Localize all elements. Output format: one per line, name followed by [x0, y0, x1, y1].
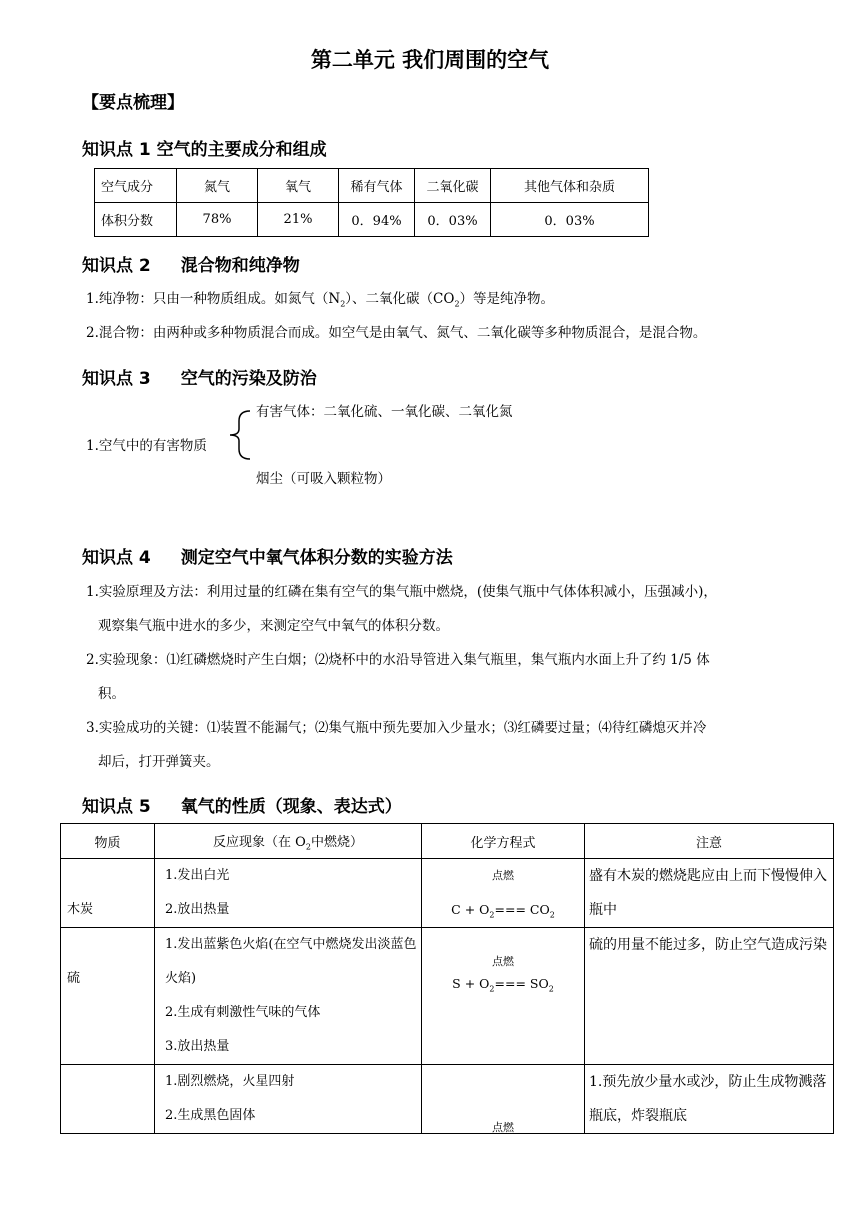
kp4-paragraph-1-cont: 观察集气瓶中进水的多少，来测定空气中氧气的体积分数。	[98, 618, 449, 634]
table-header-cell: 稀有气体	[339, 169, 415, 203]
kp4-paragraph-1: 1.实验原理及方法：利用过量的红磷在集有空气的集气瓶中燃烧，(使集气瓶中气体体积减小，压强减小)，	[86, 584, 717, 600]
kp4-paragraph-3: 3.实验成功的关键：⑴装置不能漏气；⑵集气瓶中预先要加入少量水；⑶红磷要过量；⑷待红磷熄灭并冷	[86, 720, 707, 736]
oxygen-properties-table	[60, 823, 834, 1134]
table-cell: 0．94%	[339, 203, 415, 237]
note-cell: 盛有木炭的燃烧匙应由上而下慢慢伸入瓶中	[585, 859, 834, 928]
substance-cell	[61, 1065, 155, 1134]
kp4-paragraph-2: 2.实验现象：⑴红磷燃烧时产生白烟；⑵烧杯中的水沿导管进入集气瓶里，集气瓶内水面上升了约 1/5 体	[86, 652, 710, 668]
table-header-cell: 空气成分	[95, 169, 177, 203]
kp3-left-label: 1.空气中的有害物质	[86, 438, 207, 454]
kp2-paragraph-1: 1.纯净物：只由一种物质组成。如氮气$(N_2)$、二氧化碳$(CO_2)$等是纯净物。	[86, 291, 555, 309]
table-header-cell: 注意	[585, 824, 834, 859]
kp1-title: 空气的主要成分和组成	[156, 140, 327, 160]
table-row	[95, 203, 649, 237]
table-header-cell: 物质	[61, 824, 155, 859]
kp2-heading	[82, 251, 300, 276]
kp3-title: 空气的污染及防治	[180, 369, 317, 389]
phenomenon-cell: 1.剧烈燃烧，火星四射 2.生成黑色固体	[155, 1065, 422, 1134]
kp5-heading	[82, 792, 402, 817]
table-row	[95, 169, 649, 203]
kp2-paragraph-2: 2.混合物：由两种或多种物质混合而成。如空气是由氧气、氮气、二氧化碳等多种物质混合，是混合物。	[86, 325, 707, 341]
note-cell: 1.预先放少量水或沙，防止生成物溅落瓶底，炸裂瓶底	[585, 1065, 834, 1134]
table-header-cell: 其他气体和杂质	[491, 169, 649, 203]
phenomenon-cell: 1.发出白光 2.放出热量	[155, 859, 422, 928]
table-cell: 78%	[177, 203, 258, 237]
kp4-heading	[82, 543, 453, 568]
kp3-heading	[82, 364, 317, 389]
kp4-title: 测定空气中氧气体积分数的实验方法	[180, 548, 453, 568]
table-header-cell: 氧气	[258, 169, 339, 203]
note-cell: 硫的用量不能过多，防止空气造成污染	[585, 928, 834, 1065]
kp2-title: 混合物和纯净物	[180, 256, 300, 276]
page-title: 第二单元 我们周围的空气	[310, 48, 550, 72]
curly-brace-icon	[226, 410, 254, 460]
kp3-branch-harmful-gases: 有害气体：二氧化硫、一氧化碳、二氧化氮	[256, 404, 513, 420]
substance-cell: 木炭	[61, 859, 155, 928]
substance-cell: 硫	[61, 928, 155, 1065]
table-header-cell: 反应现象（在 $O_2$中燃烧）	[155, 824, 422, 859]
equation-cell: 点燃	[422, 1065, 585, 1134]
kp1-number: 知识点 1	[82, 140, 151, 160]
equation-cell: 点燃 $S + O_2=== SO_2$	[422, 928, 585, 1065]
table-row	[61, 928, 834, 1065]
phenomenon-cell: 1.发出蓝紫色火焰(在空气中燃烧发出淡蓝色火焰) 2.生成有刺激性气味的气体 3.放出热量	[155, 928, 422, 1065]
kp4-paragraph-2-cont: 积。	[98, 686, 125, 702]
table-row	[61, 859, 834, 928]
equation-cell: 点燃 $C + O_2=== CO_2$	[422, 859, 585, 928]
table-header-cell: 氮气	[177, 169, 258, 203]
table-row	[61, 824, 834, 859]
table-cell: 0．03%	[415, 203, 491, 237]
table-row	[61, 1065, 834, 1134]
table-cell: 21%	[258, 203, 339, 237]
table-header-cell: 化学方程式	[422, 824, 585, 859]
kp2-number: 知识点 2	[82, 256, 151, 276]
air-composition-table	[94, 168, 649, 237]
kp5-number: 知识点 5	[82, 797, 151, 817]
kp5-title: 氧气的性质（现象、表达式）	[180, 797, 402, 817]
kp1-heading	[82, 135, 327, 160]
kp4-paragraph-3-cont: 却后，打开弹簧夹。	[98, 754, 220, 770]
kp3-branch-dust: 烟尘（可吸入颗粒物）	[256, 471, 391, 487]
kp3-number: 知识点 3	[82, 369, 151, 389]
section-label: 【要点梳理】	[82, 93, 184, 113]
table-header-cell: 二氧化碳	[415, 169, 491, 203]
table-cell: 0．03%	[491, 203, 649, 237]
table-cell: 体积分数	[95, 203, 177, 237]
kp4-number: 知识点 4	[82, 548, 151, 568]
